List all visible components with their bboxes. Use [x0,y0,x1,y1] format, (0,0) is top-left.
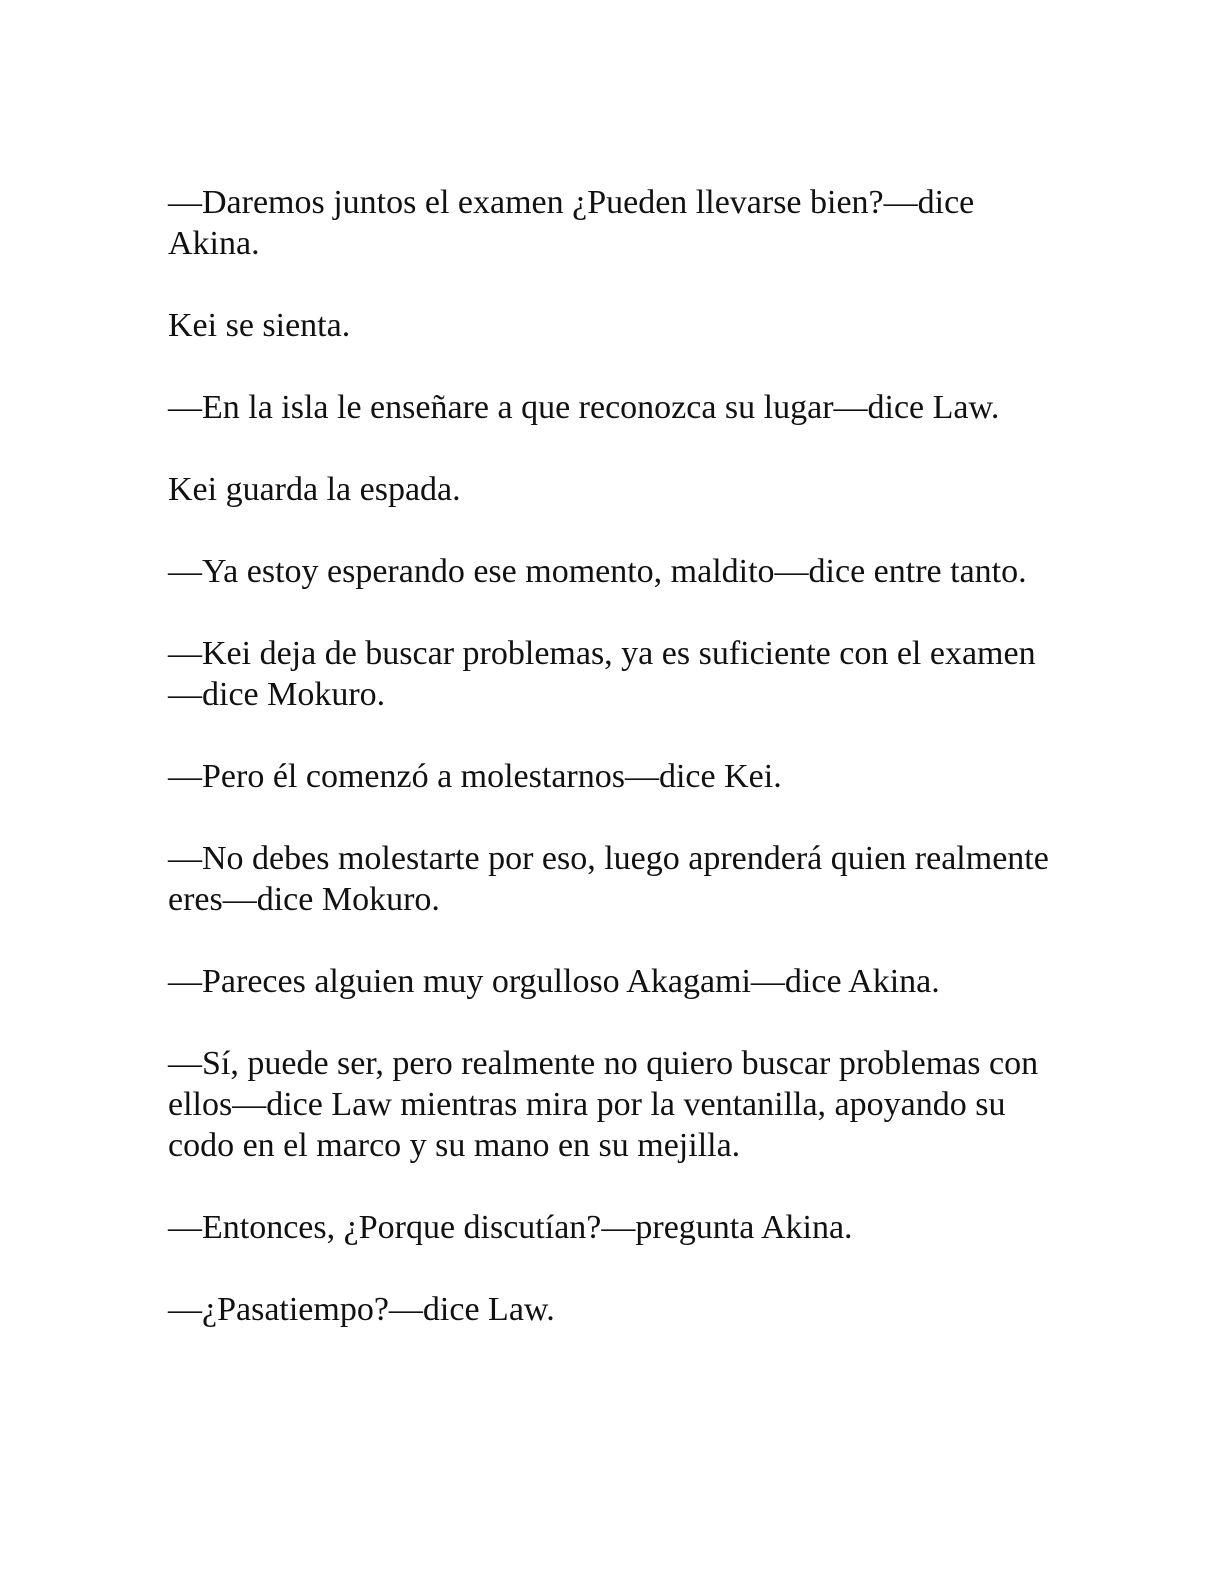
paragraph: —Pareces alguien muy orgulloso Akagami—dice Akina. [168,963,940,1000]
paragraph: —No debes molestarte por eso, luego aprenderá quien realmente eres—dice Mokuro. [168,840,1049,918]
paragraph: —Kei deja de buscar problemas, ya es suficiente con el examen—dice Mokuro. [168,635,1036,713]
paragraph: —¿Pasatiempo?—dice Law. [168,1291,555,1328]
paragraph: —Entonces, ¿Porque discutían?—pregunta Akina. [168,1209,853,1246]
paragraph: Kei guarda la espada. [168,471,461,508]
paragraph: —Sí, puede ser, pero realmente no quiero buscar problemas con ellos—dice Law mientras mira por la ventanilla, apoyando su codo en el marco y su mano en su mejilla. [168,1045,1039,1164]
paragraph: Kei se sienta. [168,307,351,344]
body-text [168,182,1068,1371]
paragraph: —Ya estoy esperando ese momento, maldito—dice entre tanto. [168,553,1027,590]
paragraph: —Daremos juntos el examen ¿Pueden llevarse bien?—dice Akina. [168,184,975,262]
paragraph: —En la isla le enseñare a que reconozca su lugar—dice Law. [168,389,1000,426]
paragraph: —Pero él comenzó a molestarnos—dice Kei. [168,758,782,795]
